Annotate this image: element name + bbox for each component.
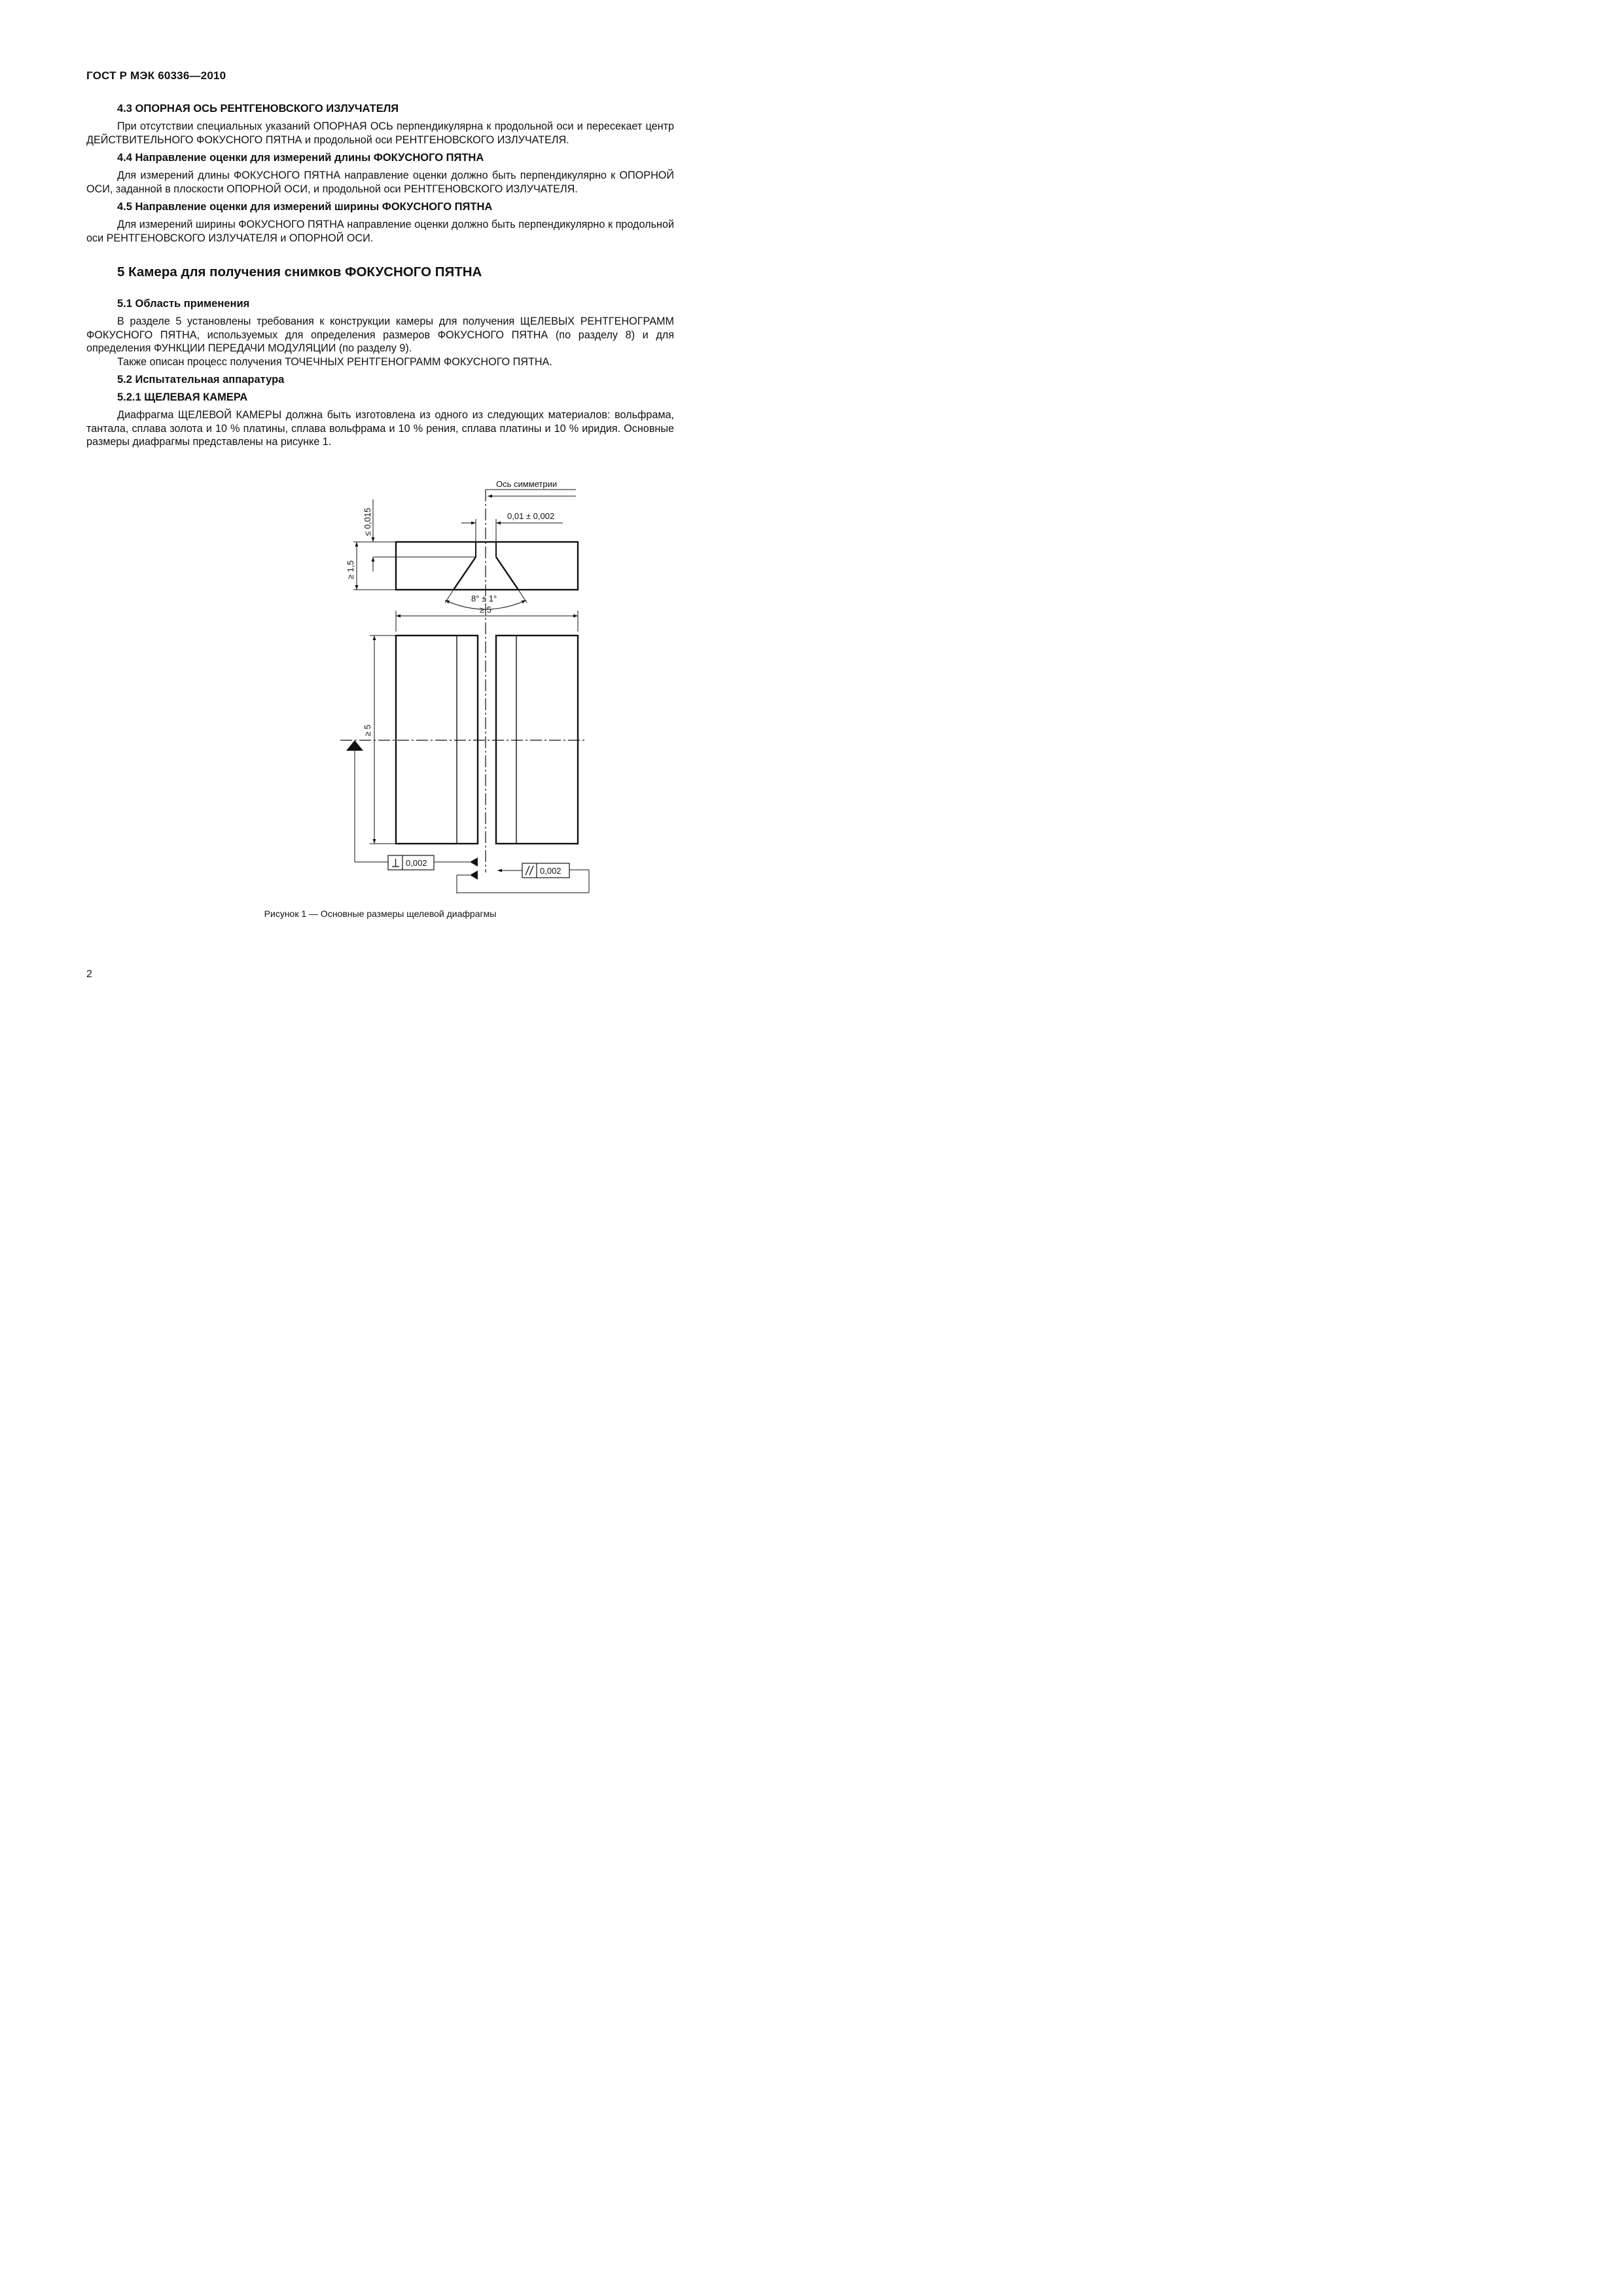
section-5-1-title: 5.1 Область применения	[117, 298, 250, 310]
figure-caption: Рисунок 1 — Основные размеры щелевой диафрагмы	[264, 908, 497, 919]
label-width: ≥ 5	[480, 605, 491, 615]
section-5-title: 5 Камера для получения снимков ФОКУСНОГО ПЯТНА	[117, 264, 482, 279]
section-5-1-text: В разделе 5 установлены требования к конструкции камеры для получения ЩЕЛЕВЫХ РЕНТГЕНОГРАММ ФОКУСНОГО ПЯТНА, используемых для определения размеров ФОКУСНОГО ПЯТНА (по разделу 8) и для определения ФУНКЦИИ ПЕРЕДАЧИ МОДУЛЯЦИИ (по разделу 9).	[86, 315, 674, 354]
document-body	[86, 102, 674, 454]
label-height: ≥ 5	[363, 725, 372, 736]
section-4-4-text: Для измерений длины ФОКУСНОГО ПЯТНА направление оценки должно быть перпендикулярно к ОПОРНОЙ ОСИ, заданной в плоскости ОПОРНОЙ ОСИ, и продольной оси РЕНТГЕНОВСКОГО ИЗЛУЧАТЕЛЯ.	[86, 170, 674, 195]
label-slit-width: 0,01 ± 0,002	[507, 511, 555, 521]
section-4-3-text: При отсутствии специальных указаний ОПОРНАЯ ОСЬ перпендикулярна к продольной оси и пересекает центр ДЕЙСТВИТЕЛЬНОГО ФОКУСНОГО ПЯТНА и продольной оси РЕНТГЕНОВСКОГО ИЗЛУЧАТЕЛЯ.	[86, 120, 674, 146]
front-left-plate	[396, 636, 478, 844]
section-5-2-title: 5.2 Испытательная аппаратура	[117, 374, 285, 386]
figure-1-diagram	[249, 479, 562, 893]
section-5-2-1-text: Диафрагма ЩЕЛЕВОЙ КАМЕРЫ должна быть изготовлена из одного из следующих материалов: вольфрама, тантала, сплава золота и 10 % платины, сплава вольфрама и 10 % рения, сплава платины и 10 % иридия. Основные размеры диафрагмы представлены на рисунке 1.	[86, 409, 674, 448]
section-5-1-text-2: Также описан процесс получения ТОЧЕЧНЫХ РЕНТГЕНОГРАММ ФОКУСНОГО ПЯТНА.	[117, 355, 552, 368]
section-4-4-title: 4.4 Направление оценки для измерений длины ФОКУСНОГО ПЯТНА	[117, 152, 484, 164]
label-perp-tolerance: 0,002	[406, 858, 427, 868]
front-right-plate	[496, 636, 578, 844]
top-section-block	[396, 542, 578, 590]
page-number: 2	[86, 969, 92, 980]
section-5-2-1-title: 5.2.1 ЩЕЛЕВАЯ КАМЕРА	[117, 391, 248, 403]
section-4-5-title: 4.5 Направление оценки для измерений ширины ФОКУСНОГО ПЯТНА	[117, 201, 493, 213]
label-top-depth: ≤ 0,015	[363, 507, 372, 536]
section-4-5-text: Для измерений ширины ФОКУСНОГО ПЯТНА направление оценки должно быть перпендикулярно к продольной оси РЕНТГЕНОВСКОГО ИЗЛУЧАТЕЛЯ и ОПОРНОЙ ОСИ.	[86, 219, 674, 244]
label-angle: 8° ± 1°	[471, 594, 497, 603]
label-parallel-tolerance: 0,002	[540, 866, 562, 876]
label-symmetry-axis: Ось симметрии	[496, 479, 558, 489]
document-page	[86, 0, 674, 1018]
section-4-3-title: 4.3 ОПОРНАЯ ОСЬ РЕНТГЕНОВСКОГО ИЗЛУЧАТЕЛЯ	[117, 103, 399, 115]
label-thickness: ≥ 1,5	[346, 560, 355, 579]
document-header: ГОСТ Р МЭК 60336—2010	[86, 69, 226, 82]
